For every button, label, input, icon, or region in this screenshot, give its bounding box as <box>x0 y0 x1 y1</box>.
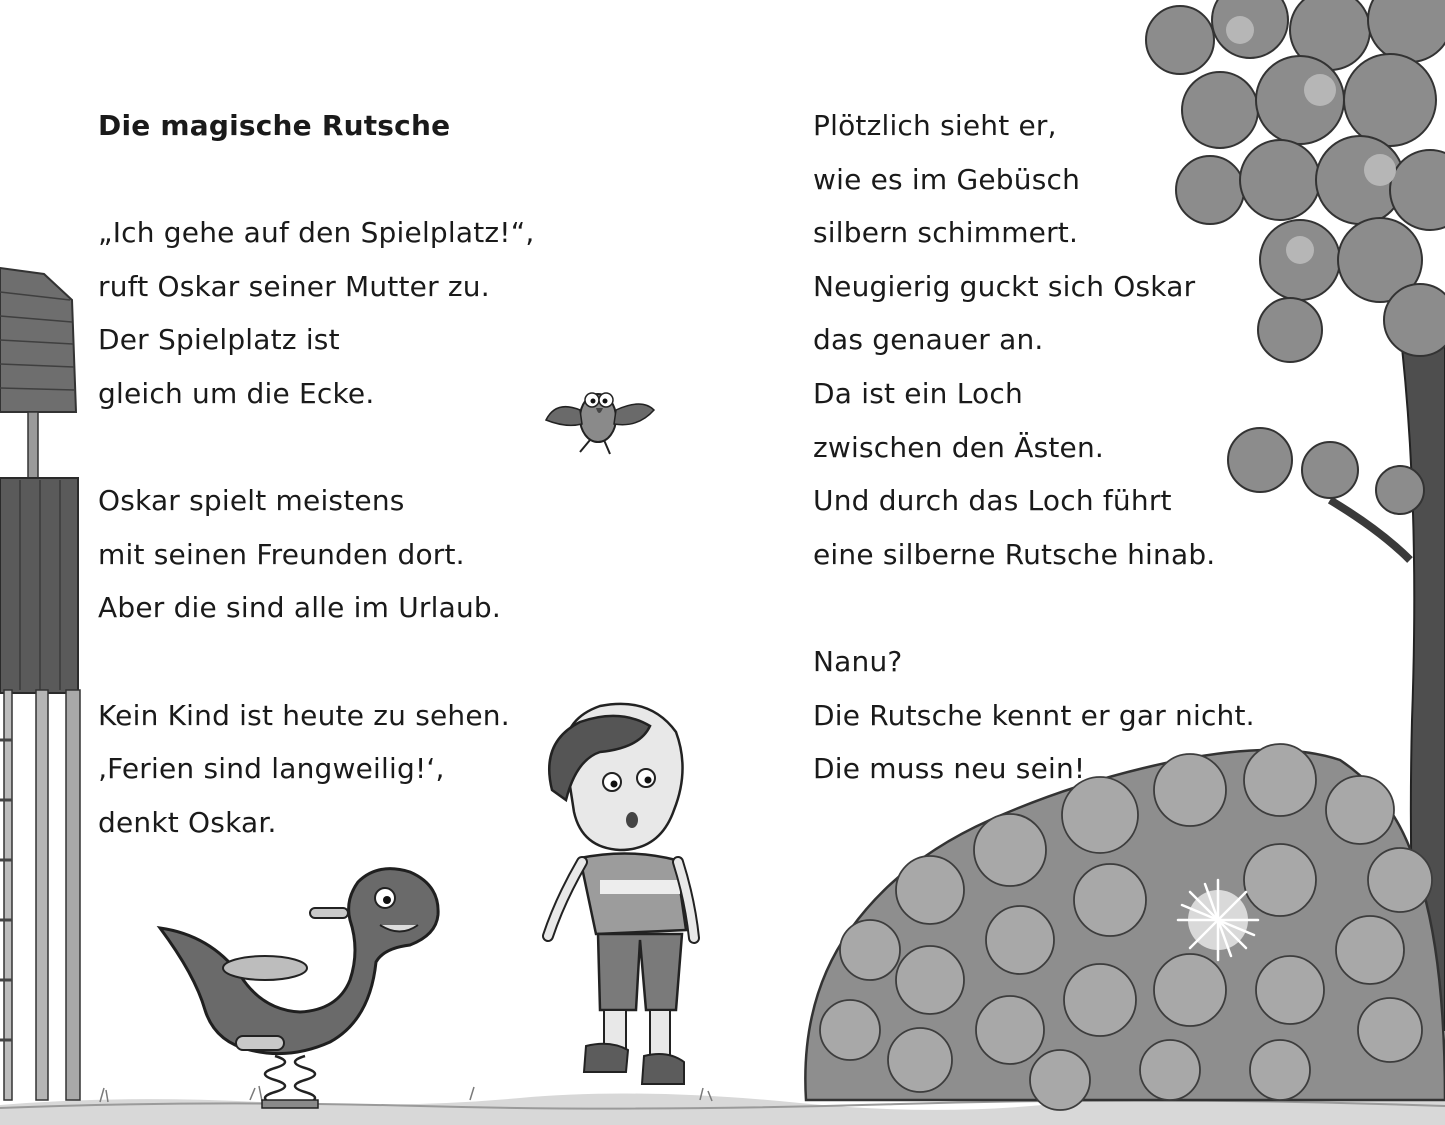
text-line: wie es im Gebüsch <box>813 162 1081 196</box>
text-line: Oskar spielt meistens <box>98 484 405 518</box>
text-line: Aber die sind alle im Urlaub. <box>98 591 501 625</box>
text-line: zwischen den Ästen. <box>813 430 1105 464</box>
text-line: Die muss neu sein! <box>813 752 1086 786</box>
text-line: „Ich gehe auf den Spielplatz!“, <box>98 216 535 250</box>
text-line: eine silberne Rutsche hinab. <box>813 537 1216 571</box>
story-title: Die magische Rutsche <box>98 109 451 142</box>
text-line: Die Rutsche kennt er gar nicht. <box>813 698 1255 732</box>
dinosaur-spring-rider <box>160 869 438 1108</box>
text-line: Kein Kind ist heute zu sehen. <box>98 698 510 732</box>
text-line: denkt Oskar. <box>98 805 277 839</box>
text-line: Und durch das Loch führt <box>813 484 1172 518</box>
paragraph-gap <box>98 160 568 214</box>
text-line: gleich um die Ecke. <box>98 376 375 410</box>
text-column-left <box>98 106 568 856</box>
text-line: Neugierig guckt sich Oskar <box>813 269 1196 303</box>
text-line: silbern schimmert. <box>813 216 1079 250</box>
text-line: mit seinen Freunden dort. <box>98 537 465 571</box>
boy-oskar <box>548 704 694 1084</box>
text-line: ruft Oskar seiner Mutter zu. <box>98 269 490 303</box>
text-column-right <box>813 106 1283 803</box>
paragraph-gap <box>98 428 568 482</box>
text-line: das genauer an. <box>813 323 1044 357</box>
text-line: Da ist ein Loch <box>813 376 1023 410</box>
playground-tower <box>0 268 80 1100</box>
text-line: Nanu? <box>813 644 903 678</box>
paragraph-gap <box>98 642 568 696</box>
text-line: Der Spielplatz ist <box>98 323 340 357</box>
text-line: ‚Ferien sind langweilig!‘, <box>98 752 445 786</box>
paragraph-gap <box>813 588 1283 642</box>
sparkle <box>1178 880 1258 960</box>
text-line: Plötzlich sieht er, <box>813 109 1057 142</box>
